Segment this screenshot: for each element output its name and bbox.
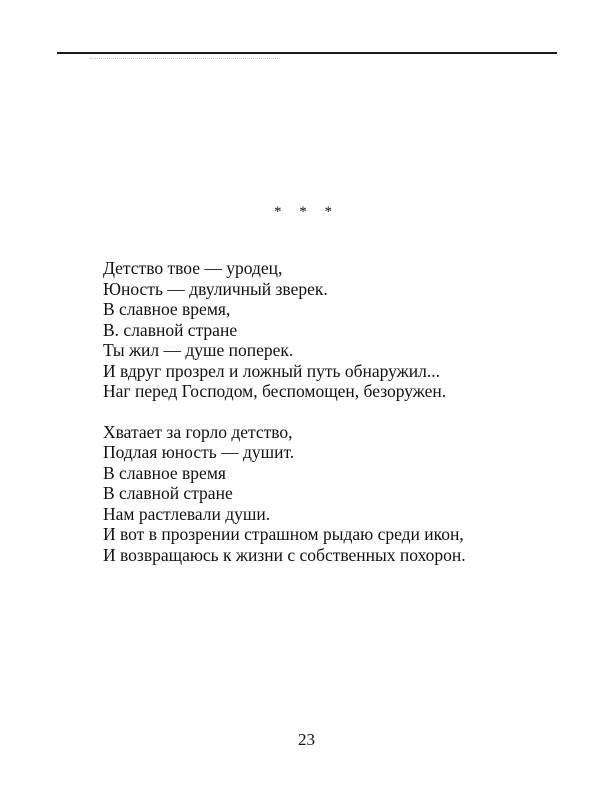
poem-line: В славное время: [103, 462, 226, 483]
poem-line: И вот в прозрении страшном рыдаю среди икон,: [103, 524, 464, 544]
print-artifact: [90, 58, 280, 59]
poem-line: И вдруг прозрел и ложный путь обнаружил...: [103, 360, 440, 381]
section-separator: * * *: [274, 204, 339, 220]
poem-line: И возвращаюсь к жизни с собственных похорон.: [103, 544, 466, 565]
poem: [103, 258, 583, 565]
stanza-2: [103, 422, 583, 566]
poem-line: Ты жил — душе поперек.: [103, 340, 294, 360]
poem-line: Подлая юность — душит.: [103, 442, 295, 462]
page-number: 23: [298, 730, 315, 749]
poem-line: Нам растлевали души.: [103, 503, 271, 524]
poem-line: В славное время,: [103, 299, 231, 319]
poem-line: Юность — двуличный зверек.: [103, 278, 328, 299]
header-rule: [57, 52, 557, 54]
poem-line: Наг перед Господом, беспомощен, безоружен.: [103, 381, 447, 401]
poem-line: Хватает за горло детство,: [103, 421, 293, 442]
poem-line: Детство твое — уродец,: [103, 258, 283, 278]
poem-line: В славной стране: [103, 483, 233, 503]
stanza-1: [103, 258, 583, 402]
poem-line: В. славной стране: [103, 319, 238, 340]
